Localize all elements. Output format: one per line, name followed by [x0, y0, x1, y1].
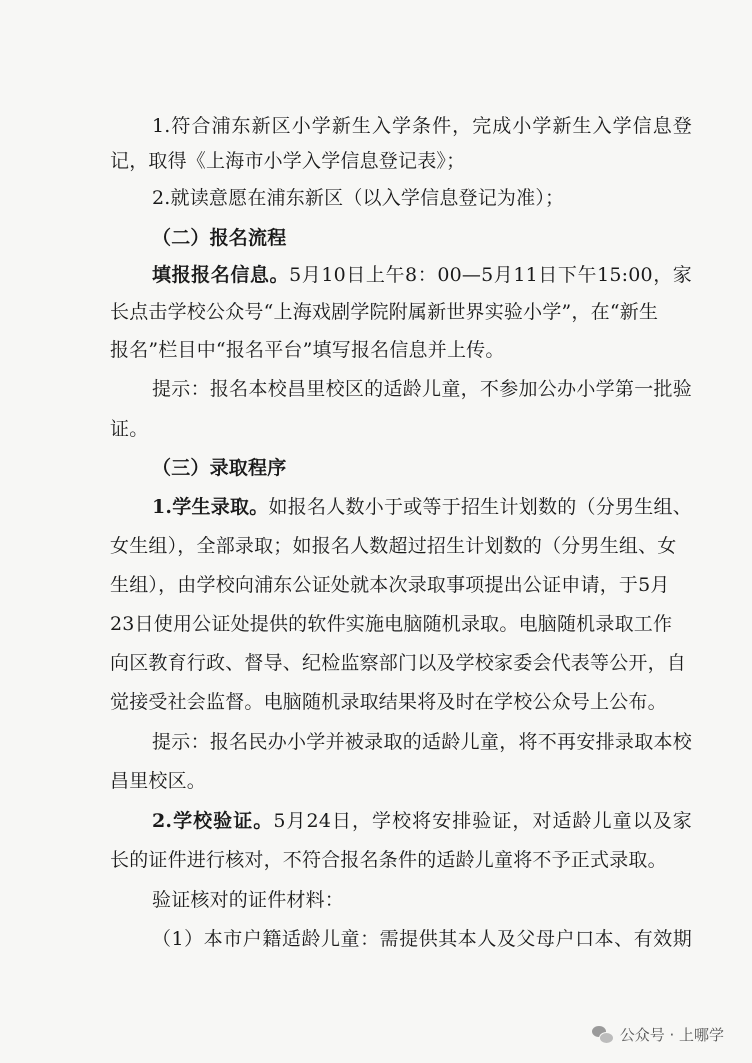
- paragraph-line: 验证核对的证件材料：: [152, 889, 345, 911]
- paragraph-line: [152, 495, 692, 519]
- wechat-icon: [592, 1026, 614, 1044]
- bold-lead: 填报报名信息。: [152, 264, 290, 286]
- paragraph-line: 昌里校区。: [110, 770, 207, 792]
- paragraph-line: 长的证件进行核对，不符合报名条件的适龄儿童将不予正式录取。: [110, 849, 667, 871]
- line-text: 5月24日，学校将安排验证，对适龄儿童以及家: [273, 810, 692, 832]
- paragraph-line: 23日使用公证处提供的软件实施电脑随机录取。电脑随机录取工作: [110, 613, 673, 635]
- watermark-footer: [592, 1024, 724, 1045]
- paragraph-line: 报名”栏目中“报名平台”填写报名信息并上传。: [110, 339, 505, 361]
- paragraph-line: 证。: [110, 418, 149, 440]
- paragraph-line: 提示：报名本校昌里校区的适龄儿童，不参加公办小学第一批验: [152, 378, 692, 400]
- paragraph-line: 2.就读意愿在浦东新区（以入学信息登记为准）；: [152, 187, 565, 209]
- paragraph-line: 1.符合浦东新区小学新生入学条件，完成小学新生入学信息登: [152, 115, 692, 137]
- paragraph-line: 女生组），全部录取；如报名人数超过招生计划数的（分男生组、女: [110, 535, 677, 557]
- paragraph-line: 觉接受社会监督。电脑随机录取结果将及时在学校公众号上公布。: [110, 691, 667, 713]
- section-heading: （三）录取程序: [152, 457, 287, 479]
- bold-lead: 2.学校验证。: [152, 810, 274, 832]
- paragraph-line: [152, 809, 692, 833]
- paragraph-line: 长点击学校公众号“上海戏剧学院附属新世界实验小学”，在“新生: [110, 301, 659, 323]
- paragraph-line: 向区教育行政、督导、纪检监察部门以及学校家委会代表等公开，自: [110, 652, 687, 674]
- line-text: 5月10日上午8：00—5月11日下午15:00，家: [289, 264, 692, 286]
- paragraph-line: 提示：报名民办小学并被录取的适龄儿童，将不再安排录取本校: [152, 731, 692, 753]
- line-text: 如报名人数小于或等于招生计划数的（分男生组、: [268, 496, 692, 518]
- paragraph-line: 记，取得《上海市小学入学信息登记表》；: [110, 150, 466, 172]
- footer-text: 公众号 · 上哪学: [619, 1026, 724, 1044]
- section-heading: （二）报名流程: [152, 227, 287, 249]
- paragraph-line: [152, 263, 692, 287]
- paragraph-line: 生组），由学校向浦东公证处就本次录取事项提出公证申请，于5月: [110, 574, 670, 596]
- paragraph-line: （1）本市户籍适龄儿童：需提供其本人及父母户口本、有效期: [152, 928, 692, 950]
- bold-lead: 1.学生录取。: [152, 496, 269, 518]
